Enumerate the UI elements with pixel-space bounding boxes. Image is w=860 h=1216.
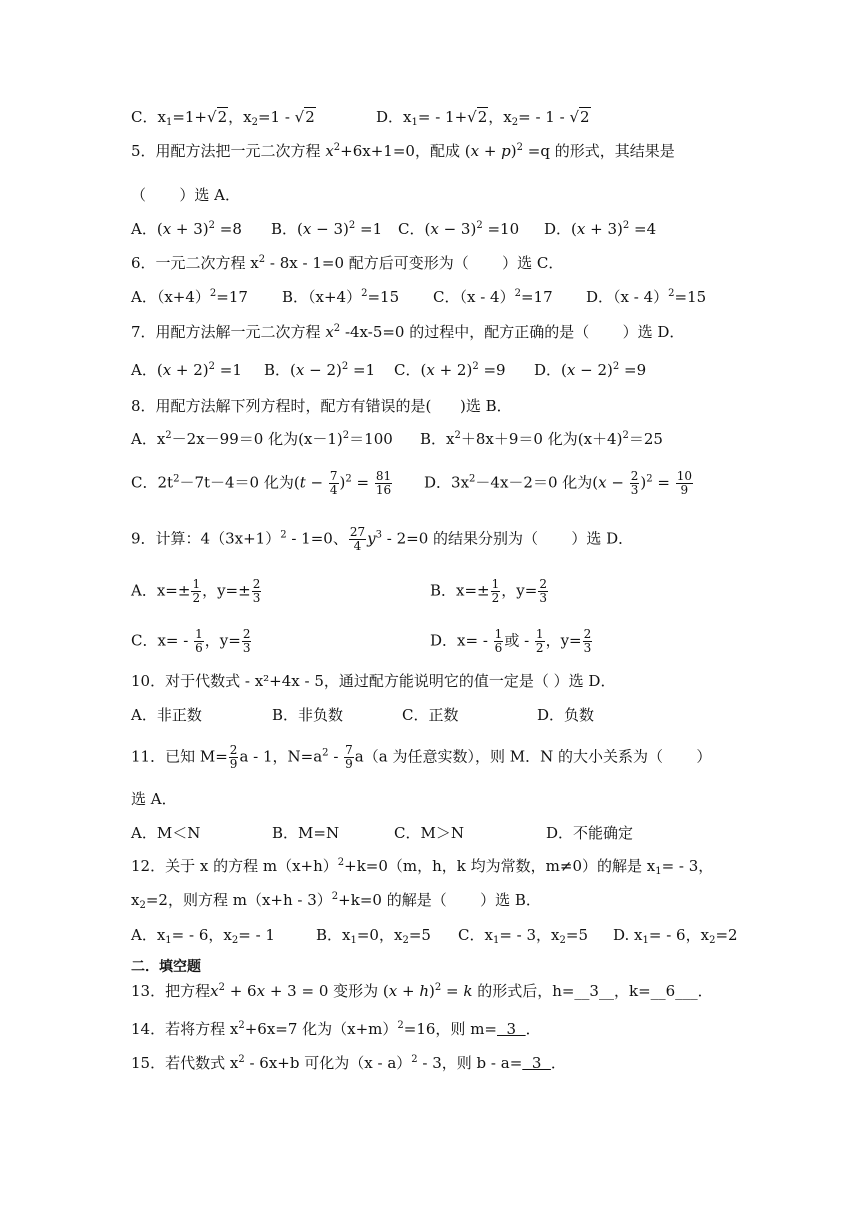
q10-option-b: B．非负数: [272, 706, 344, 724]
q7-option-b: B．$(x - 2)^2 =1$: [264, 361, 376, 379]
q15-text: 15．若代数式 $x^2 - 6x+b$ 可化为（x - a）$^2$ - 3，则 b - a= 3 ．: [131, 1054, 566, 1072]
q14-text: 14．若将方程 $x^2+6x=7$ 化为$(x+m)^2=16$，则 m= 3 ．: [131, 1020, 541, 1038]
q12-option-b: B．$x_1=0$，$x_2=5$: [316, 926, 431, 946]
q7-option-c: C．$(x + 2)^2 =9$: [394, 361, 506, 379]
q6-option-c: C．（x - 4）$^2$=17: [433, 288, 553, 306]
q10-option-a: A．非正数: [131, 706, 202, 724]
q5-option-a: A．$(x + 3)^2 =8$: [131, 220, 242, 238]
q5-option-d: D．$(x + 3)^2 =4$: [544, 220, 657, 238]
q12-stem-line2: $x_2=2$，则方程 $m(x+h - 3)^2+k=0$ 的解是（ ）选 B．: [131, 891, 541, 911]
q6-stem: 6．一元二次方程 $x^2 - 8x - 1=0$ 配方后可变形为（ ）选 C．: [131, 254, 564, 272]
q9-option-d: D．x= - $\frac{1}{6}$ 或 - $\frac{1}{2}$ ，y= $\frac{2}{3}$: [430, 627, 592, 655]
q11-answer: 选 A．: [131, 790, 177, 808]
q13-text: 13．把方程$x^2 + 6x + 3 = 0$ 变形为 $(x + h)^2 = k$ 的形式后，h=__3__，k=__6___．: [131, 982, 713, 1000]
q11-option-a: A．M＜N: [131, 824, 201, 842]
q12-option-d: D. $x_1= - 6$，$x_2=2$: [613, 926, 738, 946]
q8-option-b: B．$x^2+8x+9=0$ 化为$(x+4)^2=25$: [420, 430, 663, 448]
q5-option-c: C．$(x - 3)^2 =10$: [398, 220, 520, 238]
q7-option-a: A．$(x + 2)^2 =1$: [131, 361, 242, 379]
q4-option-d: D．$x_1= - 1+√2$，$x_2= - 1 - √2$: [376, 108, 590, 128]
q7-stem: 7．用配方法解一元二次方程 $x^2$ -4x-5=0 的过程中，配方正确的是（ ）选 D．: [131, 323, 685, 341]
q9-option-b: B．x=± $\frac{1}{2}$ ，y= $\frac{2}{3}$: [430, 577, 547, 605]
q8-option-c: C．$2t^2-7t-4=0$ 化为(t − $\frac{7}{4}$ )$^2$ = $\frac{81}{16}$: [131, 469, 392, 497]
q8-stem: 8．用配方法解下列方程时，配方有错误的是( )选 B．: [131, 397, 512, 415]
q12-stem-line1: 12．关于 x 的方程 $m(x+h)^2+k=0(m$，h，k 均为常数，m≠0）的解是 $x_1= - 3$，: [131, 857, 714, 877]
q10-option-d: D．负数: [537, 706, 595, 724]
q11-option-b: B．M=N: [272, 824, 340, 842]
q8-option-a: A．$x^2-2x-99=0$ 化为$(x-1)^2=100$: [131, 430, 393, 448]
q5-option-b: B．$(x - 3)^2 =1$: [271, 220, 383, 238]
section-heading-fill-blank: 二．填空题: [131, 959, 201, 975]
q9-stem: 9．计算：$4(3x+1)^2 - 1=0$、 $\frac{27}{4}$ $y^3 - 2=0$ 的结果分别为（ ）选 D．: [131, 525, 634, 553]
q7-option-d: D．$(x - 2)^2 =9$: [534, 361, 647, 379]
q8-option-d: D．$3x^2-4x-2=0$ 化为(x − $\frac{2}{3}$ )$^2$ = $\frac{10}{9}$: [424, 469, 692, 497]
q6-option-a: A．$(x+4)^2=17$: [131, 288, 248, 306]
q12-option-a: A．$x_1= - 6$，$x_2= - 1$: [131, 926, 275, 946]
q4-option-c: C．$x_1=1+√2$，$x_2=1 - √2$: [131, 108, 315, 128]
q11-stem: 11．已知 M= $\frac{2}{9}$ a - 1，$N=a^2$ - $\frac{7}{9}$ a（a 为任意实数），则 M．N 的大小关系为（ ）: [131, 743, 712, 771]
q11-option-d: D．不能确定: [546, 824, 634, 842]
q11-option-c: C．M＞N: [394, 824, 464, 842]
q9-option-c: C．x= - $\frac{1}{6}$ ，y= $\frac{2}{3}$: [131, 627, 251, 655]
q5-answer: （ ）选 A．: [131, 186, 240, 204]
q10-option-c: C．正数: [402, 706, 459, 724]
q6-option-b: B．$(x+4)^2=15$: [282, 288, 400, 306]
q5-stem: 5．用配方法把一元二次方程 $x^2+6x+1=0$，配成 $(x + p)^2 =q$ 的形式，其结果是: [131, 142, 675, 160]
q6-option-d: D．（x - 4）$^2$=15: [586, 288, 707, 306]
q12-option-c: C．$x_1= - 3$，$x_2=5$: [458, 926, 588, 946]
q9-option-a: A．x=± $\frac{1}{2}$ ，y=± $\frac{2}{3}$: [131, 577, 261, 605]
q10-stem: 10．对于代数式 - x²+4x - 5，通过配方能说明它的值一定是（ ）选 D．: [131, 672, 616, 690]
